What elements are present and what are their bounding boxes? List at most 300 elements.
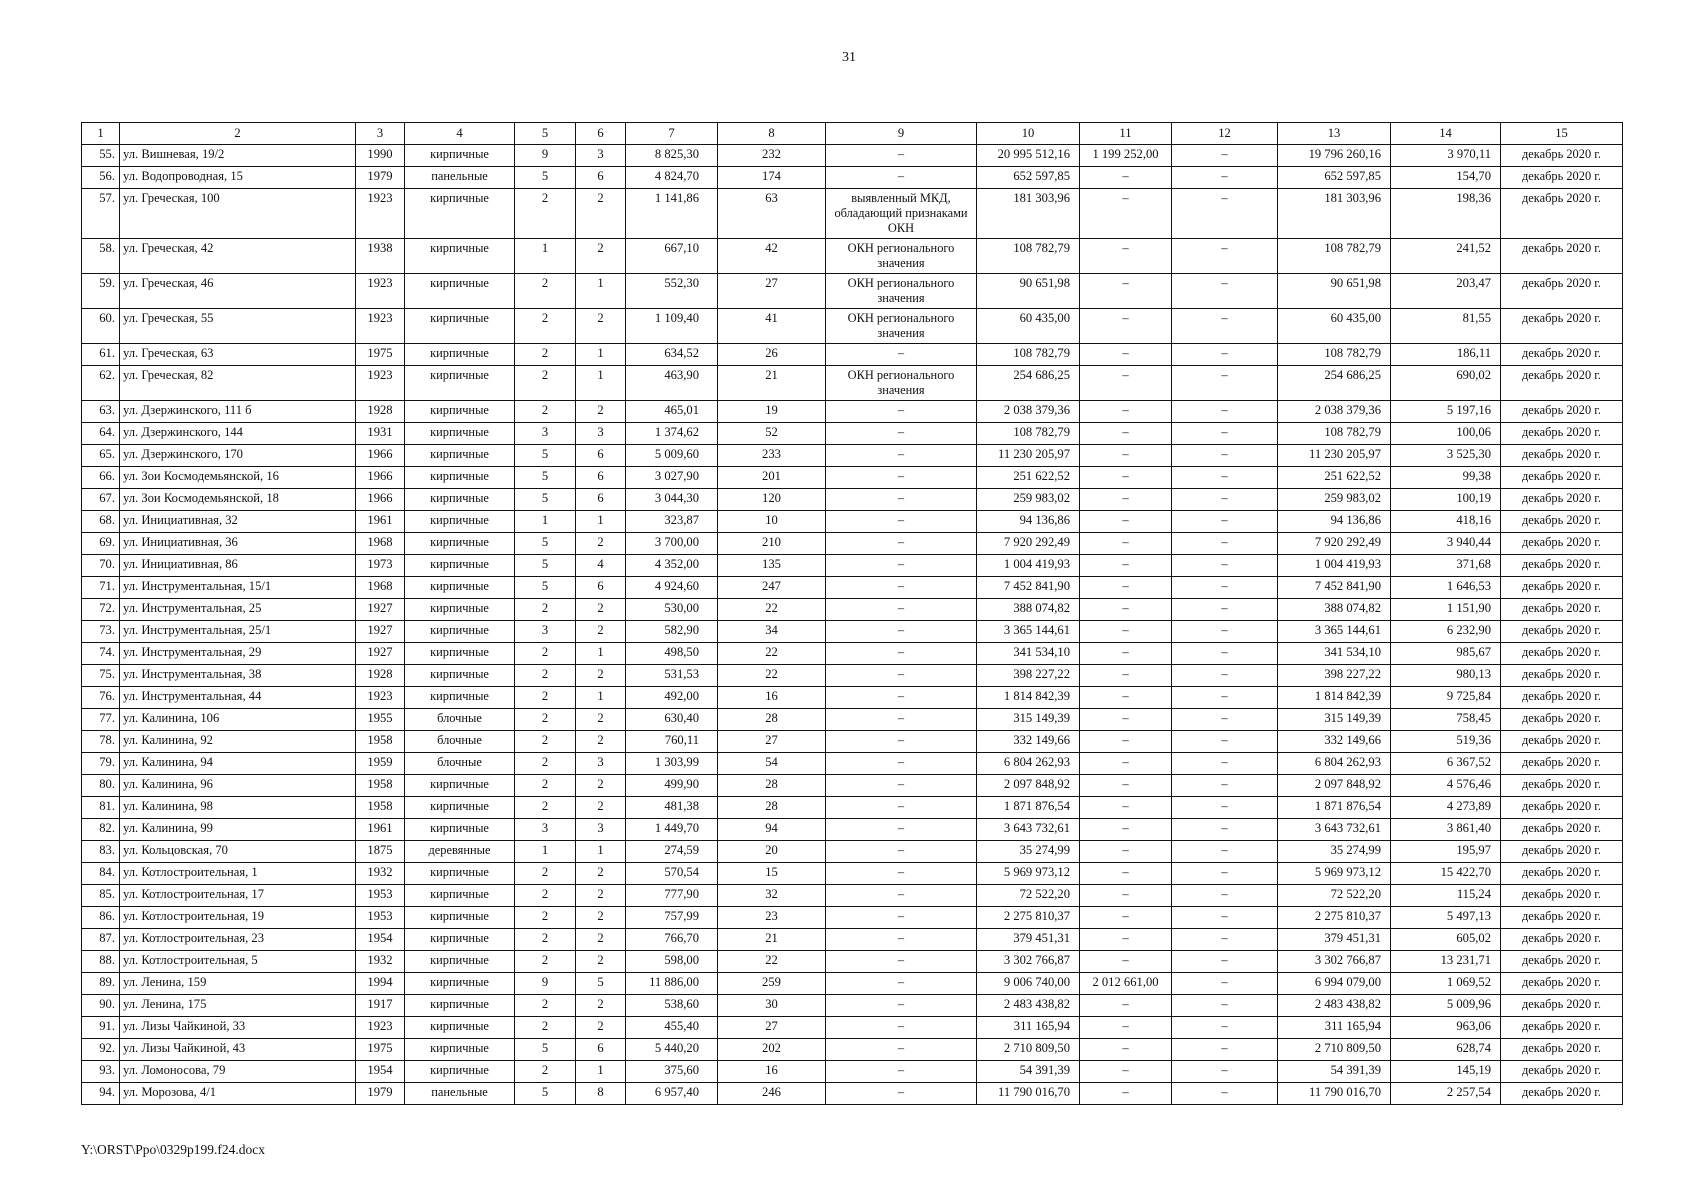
cell-total-area: 4 824,70 [626,167,718,189]
cell-entrances: 1 [576,1061,626,1083]
cell-cost-owners: 311 165,94 [1278,1017,1391,1039]
column-header-2: 2 [120,123,356,145]
cell-heritage-status: – [826,1061,977,1083]
cell-residents: 30 [718,995,826,1017]
cell-row-number: 74. [82,643,120,665]
cell-address: ул. Калинина, 96 [120,775,356,797]
cell-year-built: 1958 [356,731,405,753]
cell-year-built: 1975 [356,1039,405,1061]
cell-cost-fund: – [1080,445,1172,467]
table-row [82,366,1623,401]
cell-heritage-status: – [826,423,977,445]
cell-year-built: 1927 [356,643,405,665]
cell-year-built: 1923 [356,1017,405,1039]
cell-completion-date: декабрь 2020 г. [1501,863,1623,885]
cell-cost-owners: 94 136,86 [1278,511,1391,533]
cell-cost-other: – [1172,189,1278,239]
table-row [82,621,1623,643]
cell-completion-date: декабрь 2020 г. [1501,775,1623,797]
cell-address: ул. Ломоносова, 79 [120,1061,356,1083]
cell-cost-owners: 19 796 260,16 [1278,145,1391,167]
cell-cost-owners: 2 483 438,82 [1278,995,1391,1017]
cell-residents: 120 [718,489,826,511]
cell-cost-owners: 259 983,02 [1278,489,1391,511]
cell-floors: 3 [515,819,576,841]
cell-wall-material: кирпичные [405,1017,515,1039]
cell-heritage-status: ОКН регионального значения [826,309,977,344]
cell-wall-material: блочные [405,731,515,753]
cell-residents: 94 [718,819,826,841]
cell-cost-owners: 1 004 419,93 [1278,555,1391,577]
cell-floors: 5 [515,1083,576,1105]
cell-wall-material: кирпичные [405,643,515,665]
cell-cost-per-sqm: 115,24 [1391,885,1501,907]
cell-heritage-status: – [826,797,977,819]
cell-address: ул. Водопроводная, 15 [120,167,356,189]
cell-cost-total: 3 365 144,61 [977,621,1080,643]
cell-year-built: 1968 [356,533,405,555]
cell-floors: 9 [515,145,576,167]
cell-residents: 135 [718,555,826,577]
cell-row-number: 94. [82,1083,120,1105]
cell-floors: 2 [515,951,576,973]
cell-residents: 21 [718,366,826,401]
cell-entrances: 6 [576,467,626,489]
cell-cost-total: 9 006 740,00 [977,973,1080,995]
cell-year-built: 1966 [356,489,405,511]
cell-residents: 28 [718,709,826,731]
cell-cost-total: 341 534,10 [977,643,1080,665]
cell-wall-material: кирпичные [405,511,515,533]
cell-row-number: 78. [82,731,120,753]
cell-cost-per-sqm: 100,19 [1391,489,1501,511]
cell-cost-other: – [1172,309,1278,344]
cell-cost-owners: 1 814 842,39 [1278,687,1391,709]
cell-heritage-status: – [826,533,977,555]
cell-cost-total: 251 622,52 [977,467,1080,489]
cell-cost-owners: 2 275 810,37 [1278,907,1391,929]
cell-residents: 233 [718,445,826,467]
cell-wall-material: кирпичные [405,189,515,239]
cell-cost-fund: – [1080,1061,1172,1083]
cell-cost-per-sqm: 198,36 [1391,189,1501,239]
cell-cost-total: 398 227,22 [977,665,1080,687]
cell-cost-per-sqm: 195,97 [1391,841,1501,863]
cell-completion-date: декабрь 2020 г. [1501,239,1623,274]
cell-wall-material: кирпичные [405,577,515,599]
cell-wall-material: кирпичные [405,951,515,973]
cell-cost-owners: 254 686,25 [1278,366,1391,401]
cell-address: ул. Ленина, 159 [120,973,356,995]
cell-cost-per-sqm: 9 725,84 [1391,687,1501,709]
cell-year-built: 1968 [356,577,405,599]
cell-cost-fund: – [1080,274,1172,309]
cell-row-number: 92. [82,1039,120,1061]
cell-completion-date: декабрь 2020 г. [1501,533,1623,555]
cell-wall-material: кирпичные [405,775,515,797]
cell-cost-other: – [1172,344,1278,366]
cell-cost-owners: 60 435,00 [1278,309,1391,344]
cell-completion-date: декабрь 2020 г. [1501,973,1623,995]
table-row [82,599,1623,621]
cell-cost-other: – [1172,841,1278,863]
cell-wall-material: кирпичные [405,973,515,995]
cell-address: ул. Вишневая, 19/2 [120,145,356,167]
page-number: 31 [842,50,856,65]
cell-address: ул. Калинина, 106 [120,709,356,731]
cell-floors: 5 [515,167,576,189]
cell-heritage-status: – [826,907,977,929]
cell-heritage-status: – [826,1017,977,1039]
cell-cost-other: – [1172,511,1278,533]
cell-cost-owners: 315 149,39 [1278,709,1391,731]
cell-heritage-status: – [826,951,977,973]
cell-total-area: 3 700,00 [626,533,718,555]
cell-row-number: 83. [82,841,120,863]
column-header-1: 1 [82,123,120,145]
cell-completion-date: декабрь 2020 г. [1501,366,1623,401]
cell-residents: 174 [718,167,826,189]
cell-cost-other: – [1172,797,1278,819]
cell-year-built: 1953 [356,885,405,907]
cell-cost-other: – [1172,709,1278,731]
cell-wall-material: кирпичные [405,489,515,511]
table-row [82,1017,1623,1039]
cell-entrances: 2 [576,907,626,929]
cell-floors: 2 [515,401,576,423]
cell-cost-per-sqm: 963,06 [1391,1017,1501,1039]
cell-floors: 3 [515,423,576,445]
cell-completion-date: декабрь 2020 г. [1501,145,1623,167]
cell-completion-date: декабрь 2020 г. [1501,1083,1623,1105]
cell-completion-date: декабрь 2020 г. [1501,709,1623,731]
cell-cost-other: – [1172,274,1278,309]
cell-total-area: 463,90 [626,366,718,401]
column-header-9: 9 [826,123,977,145]
table-row [82,907,1623,929]
table-row [82,511,1623,533]
cell-total-area: 538,60 [626,995,718,1017]
cell-cost-per-sqm: 4 576,46 [1391,775,1501,797]
cell-completion-date: декабрь 2020 г. [1501,577,1623,599]
cell-cost-per-sqm: 1 151,90 [1391,599,1501,621]
cell-heritage-status: – [826,401,977,423]
cell-total-area: 1 374,62 [626,423,718,445]
cell-heritage-status: – [826,1039,977,1061]
table-row [82,753,1623,775]
cell-entrances: 2 [576,863,626,885]
cell-cost-owners: 2 038 379,36 [1278,401,1391,423]
cell-completion-date: декабрь 2020 г. [1501,885,1623,907]
cell-year-built: 1958 [356,775,405,797]
cell-entrances: 2 [576,885,626,907]
table-row [82,577,1623,599]
cell-cost-owners: 6 804 262,93 [1278,753,1391,775]
cell-total-area: 766,70 [626,929,718,951]
cell-residents: 247 [718,577,826,599]
cell-cost-fund: 2 012 661,00 [1080,973,1172,995]
cell-cost-fund: – [1080,344,1172,366]
cell-heritage-status: – [826,145,977,167]
cell-wall-material: кирпичные [405,145,515,167]
cell-entrances: 2 [576,797,626,819]
cell-completion-date: декабрь 2020 г. [1501,665,1623,687]
cell-row-number: 84. [82,863,120,885]
cell-total-area: 5 009,60 [626,445,718,467]
cell-cost-other: – [1172,643,1278,665]
cell-floors: 3 [515,621,576,643]
cell-address: ул. Кольцовская, 70 [120,841,356,863]
cell-cost-owners: 6 994 079,00 [1278,973,1391,995]
cell-cost-fund: – [1080,555,1172,577]
cell-row-number: 66. [82,467,120,489]
table-row [82,775,1623,797]
cell-row-number: 87. [82,929,120,951]
cell-residents: 28 [718,775,826,797]
cell-residents: 19 [718,401,826,423]
cell-wall-material: кирпичные [405,239,515,274]
cell-cost-fund: – [1080,753,1172,775]
cell-year-built: 1975 [356,344,405,366]
cell-heritage-status: – [826,687,977,709]
cell-wall-material: кирпичные [405,533,515,555]
cell-cost-owners: 108 782,79 [1278,239,1391,274]
cell-cost-total: 90 651,98 [977,274,1080,309]
cell-cost-fund: – [1080,929,1172,951]
cell-residents: 22 [718,951,826,973]
cell-total-area: 1 141,86 [626,189,718,239]
cell-completion-date: декабрь 2020 г. [1501,819,1623,841]
cell-floors: 2 [515,753,576,775]
cell-address: ул. Инициативная, 32 [120,511,356,533]
cell-row-number: 75. [82,665,120,687]
cell-cost-total: 7 920 292,49 [977,533,1080,555]
cell-total-area: 757,99 [626,907,718,929]
cell-cost-other: – [1172,366,1278,401]
cell-completion-date: декабрь 2020 г. [1501,621,1623,643]
cell-row-number: 64. [82,423,120,445]
cell-cost-fund: – [1080,189,1172,239]
cell-cost-per-sqm: 3 525,30 [1391,445,1501,467]
cell-heritage-status: – [826,577,977,599]
cell-heritage-status: – [826,995,977,1017]
cell-floors: 2 [515,309,576,344]
cell-cost-per-sqm: 418,16 [1391,511,1501,533]
cell-total-area: 777,90 [626,885,718,907]
cell-residents: 202 [718,1039,826,1061]
cell-cost-owners: 251 622,52 [1278,467,1391,489]
cell-address: ул. Греческая, 82 [120,366,356,401]
cell-heritage-status: – [826,445,977,467]
cell-floors: 2 [515,907,576,929]
cell-cost-fund: – [1080,819,1172,841]
cell-cost-per-sqm: 371,68 [1391,555,1501,577]
cell-completion-date: декабрь 2020 г. [1501,511,1623,533]
cell-cost-owners: 35 274,99 [1278,841,1391,863]
cell-cost-total: 2 038 379,36 [977,401,1080,423]
cell-wall-material: деревянные [405,841,515,863]
cell-address: ул. Калинина, 94 [120,753,356,775]
cell-address: ул. Дзержинского, 144 [120,423,356,445]
table-row [82,885,1623,907]
cell-total-area: 492,00 [626,687,718,709]
cell-residents: 16 [718,1061,826,1083]
table-row [82,555,1623,577]
cell-cost-per-sqm: 241,52 [1391,239,1501,274]
cell-heritage-status: – [826,973,977,995]
cell-residents: 34 [718,621,826,643]
cell-floors: 2 [515,709,576,731]
cell-total-area: 11 886,00 [626,973,718,995]
cell-completion-date: декабрь 2020 г. [1501,1061,1623,1083]
cell-floors: 2 [515,863,576,885]
cell-heritage-status: – [826,665,977,687]
cell-wall-material: кирпичные [405,1061,515,1083]
cell-address: ул. Инструментальная, 44 [120,687,356,709]
cell-year-built: 1954 [356,1061,405,1083]
cell-heritage-status: – [826,929,977,951]
cell-cost-other: – [1172,907,1278,929]
cell-cost-other: – [1172,1083,1278,1105]
header-row [82,123,1623,145]
cell-cost-other: – [1172,533,1278,555]
cell-cost-total: 3 643 732,61 [977,819,1080,841]
cell-residents: 22 [718,665,826,687]
cell-floors: 5 [515,577,576,599]
cell-heritage-status: ОКН регионального значения [826,366,977,401]
cell-completion-date: декабрь 2020 г. [1501,995,1623,1017]
cell-wall-material: кирпичные [405,995,515,1017]
cell-cost-total: 1 004 419,93 [977,555,1080,577]
cell-cost-fund: – [1080,309,1172,344]
cell-entrances: 3 [576,423,626,445]
cell-cost-owners: 332 149,66 [1278,731,1391,753]
cell-total-area: 4 924,60 [626,577,718,599]
cell-floors: 9 [515,973,576,995]
column-header-7: 7 [626,123,718,145]
cell-heritage-status: – [826,643,977,665]
cell-row-number: 79. [82,753,120,775]
cell-entrances: 2 [576,665,626,687]
cell-cost-other: – [1172,819,1278,841]
cell-completion-date: декабрь 2020 г. [1501,167,1623,189]
cell-row-number: 65. [82,445,120,467]
cell-floors: 5 [515,489,576,511]
cell-cost-other: – [1172,731,1278,753]
cell-cost-owners: 5 969 973,12 [1278,863,1391,885]
cell-cost-total: 7 452 841,90 [977,577,1080,599]
cell-total-area: 630,40 [626,709,718,731]
cell-cost-per-sqm: 145,19 [1391,1061,1501,1083]
cell-cost-owners: 388 074,82 [1278,599,1391,621]
cell-cost-other: – [1172,555,1278,577]
cell-total-area: 499,90 [626,775,718,797]
cell-floors: 5 [515,555,576,577]
cell-cost-other: – [1172,1061,1278,1083]
cell-cost-fund: – [1080,841,1172,863]
cell-floors: 2 [515,995,576,1017]
cell-cost-other: – [1172,995,1278,1017]
cell-entrances: 6 [576,489,626,511]
cell-row-number: 88. [82,951,120,973]
cell-completion-date: декабрь 2020 г. [1501,1039,1623,1061]
table-row [82,239,1623,274]
cell-cost-total: 315 149,39 [977,709,1080,731]
cell-completion-date: декабрь 2020 г. [1501,274,1623,309]
cell-heritage-status: – [826,344,977,366]
cell-cost-other: – [1172,239,1278,274]
cell-completion-date: декабрь 2020 г. [1501,841,1623,863]
cell-wall-material: кирпичные [405,1039,515,1061]
cell-entrances: 2 [576,309,626,344]
cell-cost-total: 108 782,79 [977,239,1080,274]
cell-residents: 27 [718,274,826,309]
cell-residents: 32 [718,885,826,907]
cell-entrances: 2 [576,599,626,621]
cell-total-area: 5 440,20 [626,1039,718,1061]
cell-completion-date: декабрь 2020 г. [1501,445,1623,467]
cell-entrances: 4 [576,555,626,577]
cell-cost-fund: – [1080,167,1172,189]
cell-entrances: 1 [576,274,626,309]
cell-cost-owners: 11 230 205,97 [1278,445,1391,467]
cell-entrances: 2 [576,775,626,797]
cell-cost-owners: 11 790 016,70 [1278,1083,1391,1105]
cell-entrances: 1 [576,841,626,863]
cell-cost-owners: 3 365 144,61 [1278,621,1391,643]
cell-wall-material: кирпичные [405,366,515,401]
cell-residents: 16 [718,687,826,709]
cell-cost-other: – [1172,145,1278,167]
cell-entrances: 5 [576,973,626,995]
cell-cost-other: – [1172,885,1278,907]
cell-year-built: 1927 [356,599,405,621]
cell-cost-per-sqm: 99,38 [1391,467,1501,489]
cell-entrances: 6 [576,577,626,599]
cell-year-built: 1966 [356,467,405,489]
cell-row-number: 60. [82,309,120,344]
cell-cost-per-sqm: 5 009,96 [1391,995,1501,1017]
cell-completion-date: декабрь 2020 г. [1501,401,1623,423]
cell-cost-owners: 108 782,79 [1278,344,1391,366]
cell-completion-date: декабрь 2020 г. [1501,731,1623,753]
cell-heritage-status: – [826,511,977,533]
cell-address: ул. Инструментальная, 25 [120,599,356,621]
cell-cost-fund: – [1080,709,1172,731]
cell-total-area: 3 044,30 [626,489,718,511]
cell-entrances: 3 [576,753,626,775]
table-row [82,1083,1623,1105]
cell-year-built: 1875 [356,841,405,863]
table-row [82,643,1623,665]
cell-cost-fund: – [1080,599,1172,621]
cell-cost-owners: 181 303,96 [1278,189,1391,239]
cell-residents: 26 [718,344,826,366]
cell-wall-material: кирпичные [405,819,515,841]
cell-residents: 52 [718,423,826,445]
cell-cost-fund: – [1080,1017,1172,1039]
cell-cost-total: 2 097 848,92 [977,775,1080,797]
cell-total-area: 667,10 [626,239,718,274]
cell-address: ул. Инициативная, 86 [120,555,356,577]
cell-cost-total: 35 274,99 [977,841,1080,863]
table-row [82,863,1623,885]
cell-heritage-status: – [826,731,977,753]
cell-row-number: 70. [82,555,120,577]
cell-completion-date: декабрь 2020 г. [1501,907,1623,929]
cell-residents: 27 [718,1017,826,1039]
cell-completion-date: декабрь 2020 г. [1501,1017,1623,1039]
